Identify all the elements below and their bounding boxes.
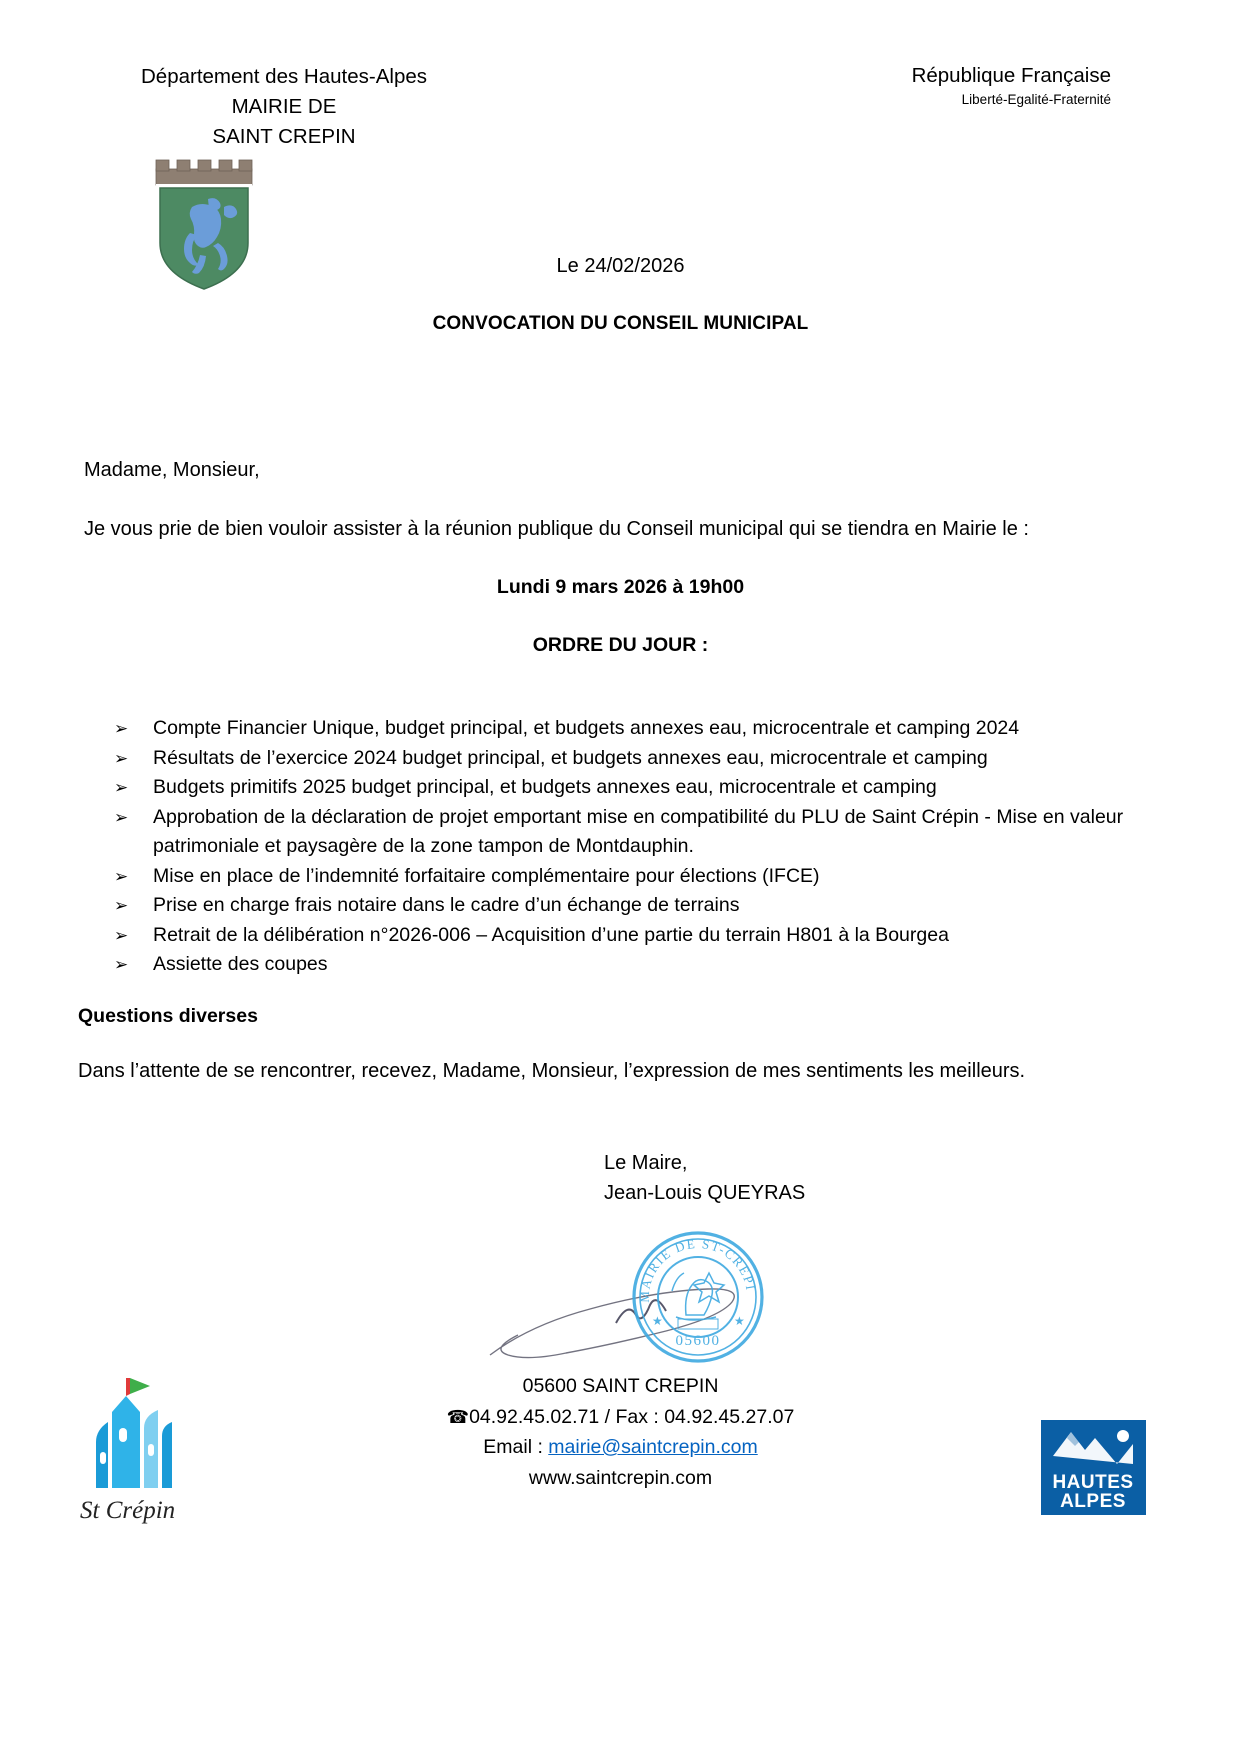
agenda-item-label: Prise en charge frais notaire dans le cadre d’un échange de terrains <box>153 894 740 916</box>
document-title: CONVOCATION DU CONSEIL MUNICIPAL <box>432 313 809 334</box>
chevron-bullet-icon: ➢ <box>114 719 129 738</box>
agenda-item-label: Compte Financier Unique, budget principal, et budgets annexes eau, microcentrale et camping 2024 <box>153 717 1020 739</box>
chevron-bullet-icon: ➢ <box>114 955 129 974</box>
stamp-outer-text: MAIRIE DE ST-CREPIN <box>636 1235 759 1303</box>
intro-paragraph: Je vous prie de bien vouloir assister à la réunion publique du Conseil municipal qui se tiendra en Mairie le : <box>84 518 1029 540</box>
agenda-item <box>110 891 1140 921</box>
chevron-bullet-icon: ➢ <box>114 925 129 945</box>
footer-phone: 04.92.45.02.71 / Fax : 04.92.45.27.07 <box>469 1405 795 1428</box>
stamp-postal-code: 05600 <box>675 1333 721 1349</box>
agenda-heading: ORDRE DU JOUR : <box>532 634 709 656</box>
footer-email-label: Email : <box>483 1436 549 1458</box>
agenda-item <box>110 921 1140 951</box>
footer-website: www.saintcrepin.com <box>528 1466 713 1489</box>
document-date: Le 24/02/2026 <box>556 255 685 277</box>
agenda-item <box>110 714 1140 744</box>
agenda-item-label: Retrait de la délibération n°2026-006 – Acquisition d’une partie du terrain H801 à la Bourgea <box>153 923 949 946</box>
chevron-bullet-icon: ➢ <box>114 778 129 797</box>
hautes-alpes-line-2: ALPES <box>1060 1491 1126 1512</box>
salutation-text: Madame, Monsieur, <box>84 459 260 481</box>
svg-text:MAIRIE DE ST-CREPIN <box>637 1236 759 1303</box>
stamp-star-right-icon: ★ <box>734 1314 745 1328</box>
agenda-item <box>110 803 1140 862</box>
mairie-line-1: MAIRIE DE <box>231 95 337 118</box>
saint-crepin-logo-text: St Crépin <box>80 1497 176 1524</box>
signature-block <box>604 1148 805 1208</box>
stamp-star-left-icon: ★ <box>652 1314 663 1328</box>
header-left-block <box>84 62 484 152</box>
hautes-alpes-line-1: HAUTES <box>1052 1472 1134 1493</box>
agenda-item <box>110 744 1140 774</box>
footer-email-link[interactable]: mairie@saintcrepin.com <box>548 1436 758 1458</box>
signature-name: Jean-Louis QUEYRAS <box>604 1182 806 1204</box>
agenda-item-label: Mise en place de l’indemnité forfaitaire complémentaire pour élections (IFCE) <box>153 864 820 887</box>
official-stamp <box>470 1205 800 1385</box>
chevron-bullet-icon: ➢ <box>114 807 129 827</box>
closing-paragraph: Dans l’attente de se rencontrer, recevez, Madame, Monsieur, l’expression de mes sentiments les meilleurs. <box>78 1060 1026 1082</box>
agenda-item <box>110 950 1140 980</box>
agenda-item-label: Budgets primitifs 2025 budget principal, et budgets annexes eau, microcentrale et camping <box>153 776 937 798</box>
agenda-item <box>110 862 1140 892</box>
meeting-datetime: Lundi 9 mars 2026 à 19h00 <box>496 576 745 598</box>
chevron-bullet-icon: ➢ <box>114 866 129 886</box>
chevron-bullet-icon: ➢ <box>114 896 129 915</box>
signature-role: Le Maire, <box>604 1152 688 1174</box>
header-right-block <box>912 62 1111 110</box>
agenda-item-label: Approbation de la déclaration de projet emportant mise en compatibilité du PLU de Saint Crépin - Mise en valeur patrimoniale et paysagère de la zone tampon de Montdauphin. <box>153 805 1124 857</box>
republic-title: République Française <box>911 64 1111 87</box>
questions-heading: Questions diverses <box>78 1005 258 1027</box>
chevron-bullet-icon: ➢ <box>114 748 129 768</box>
hautes-alpes-logo <box>1041 1420 1146 1515</box>
mairie-line-2: SAINT CREPIN <box>212 125 356 148</box>
agenda-item-label: Assiette des coupes <box>153 953 328 975</box>
republic-motto: Liberté-Egalité-Fraternité <box>961 92 1111 107</box>
agenda-list <box>110 714 1140 980</box>
department-name: Département des Hautes-Alpes <box>140 65 427 88</box>
footer-address: 05600 SAINT CREPIN <box>522 1375 719 1397</box>
telephone-icon: ☎ <box>446 1406 470 1427</box>
agenda-item <box>110 773 1140 803</box>
agenda-item-label: Résultats de l’exercice 2024 budget principal, et budgets annexes eau, microcentrale et camping <box>153 746 988 769</box>
